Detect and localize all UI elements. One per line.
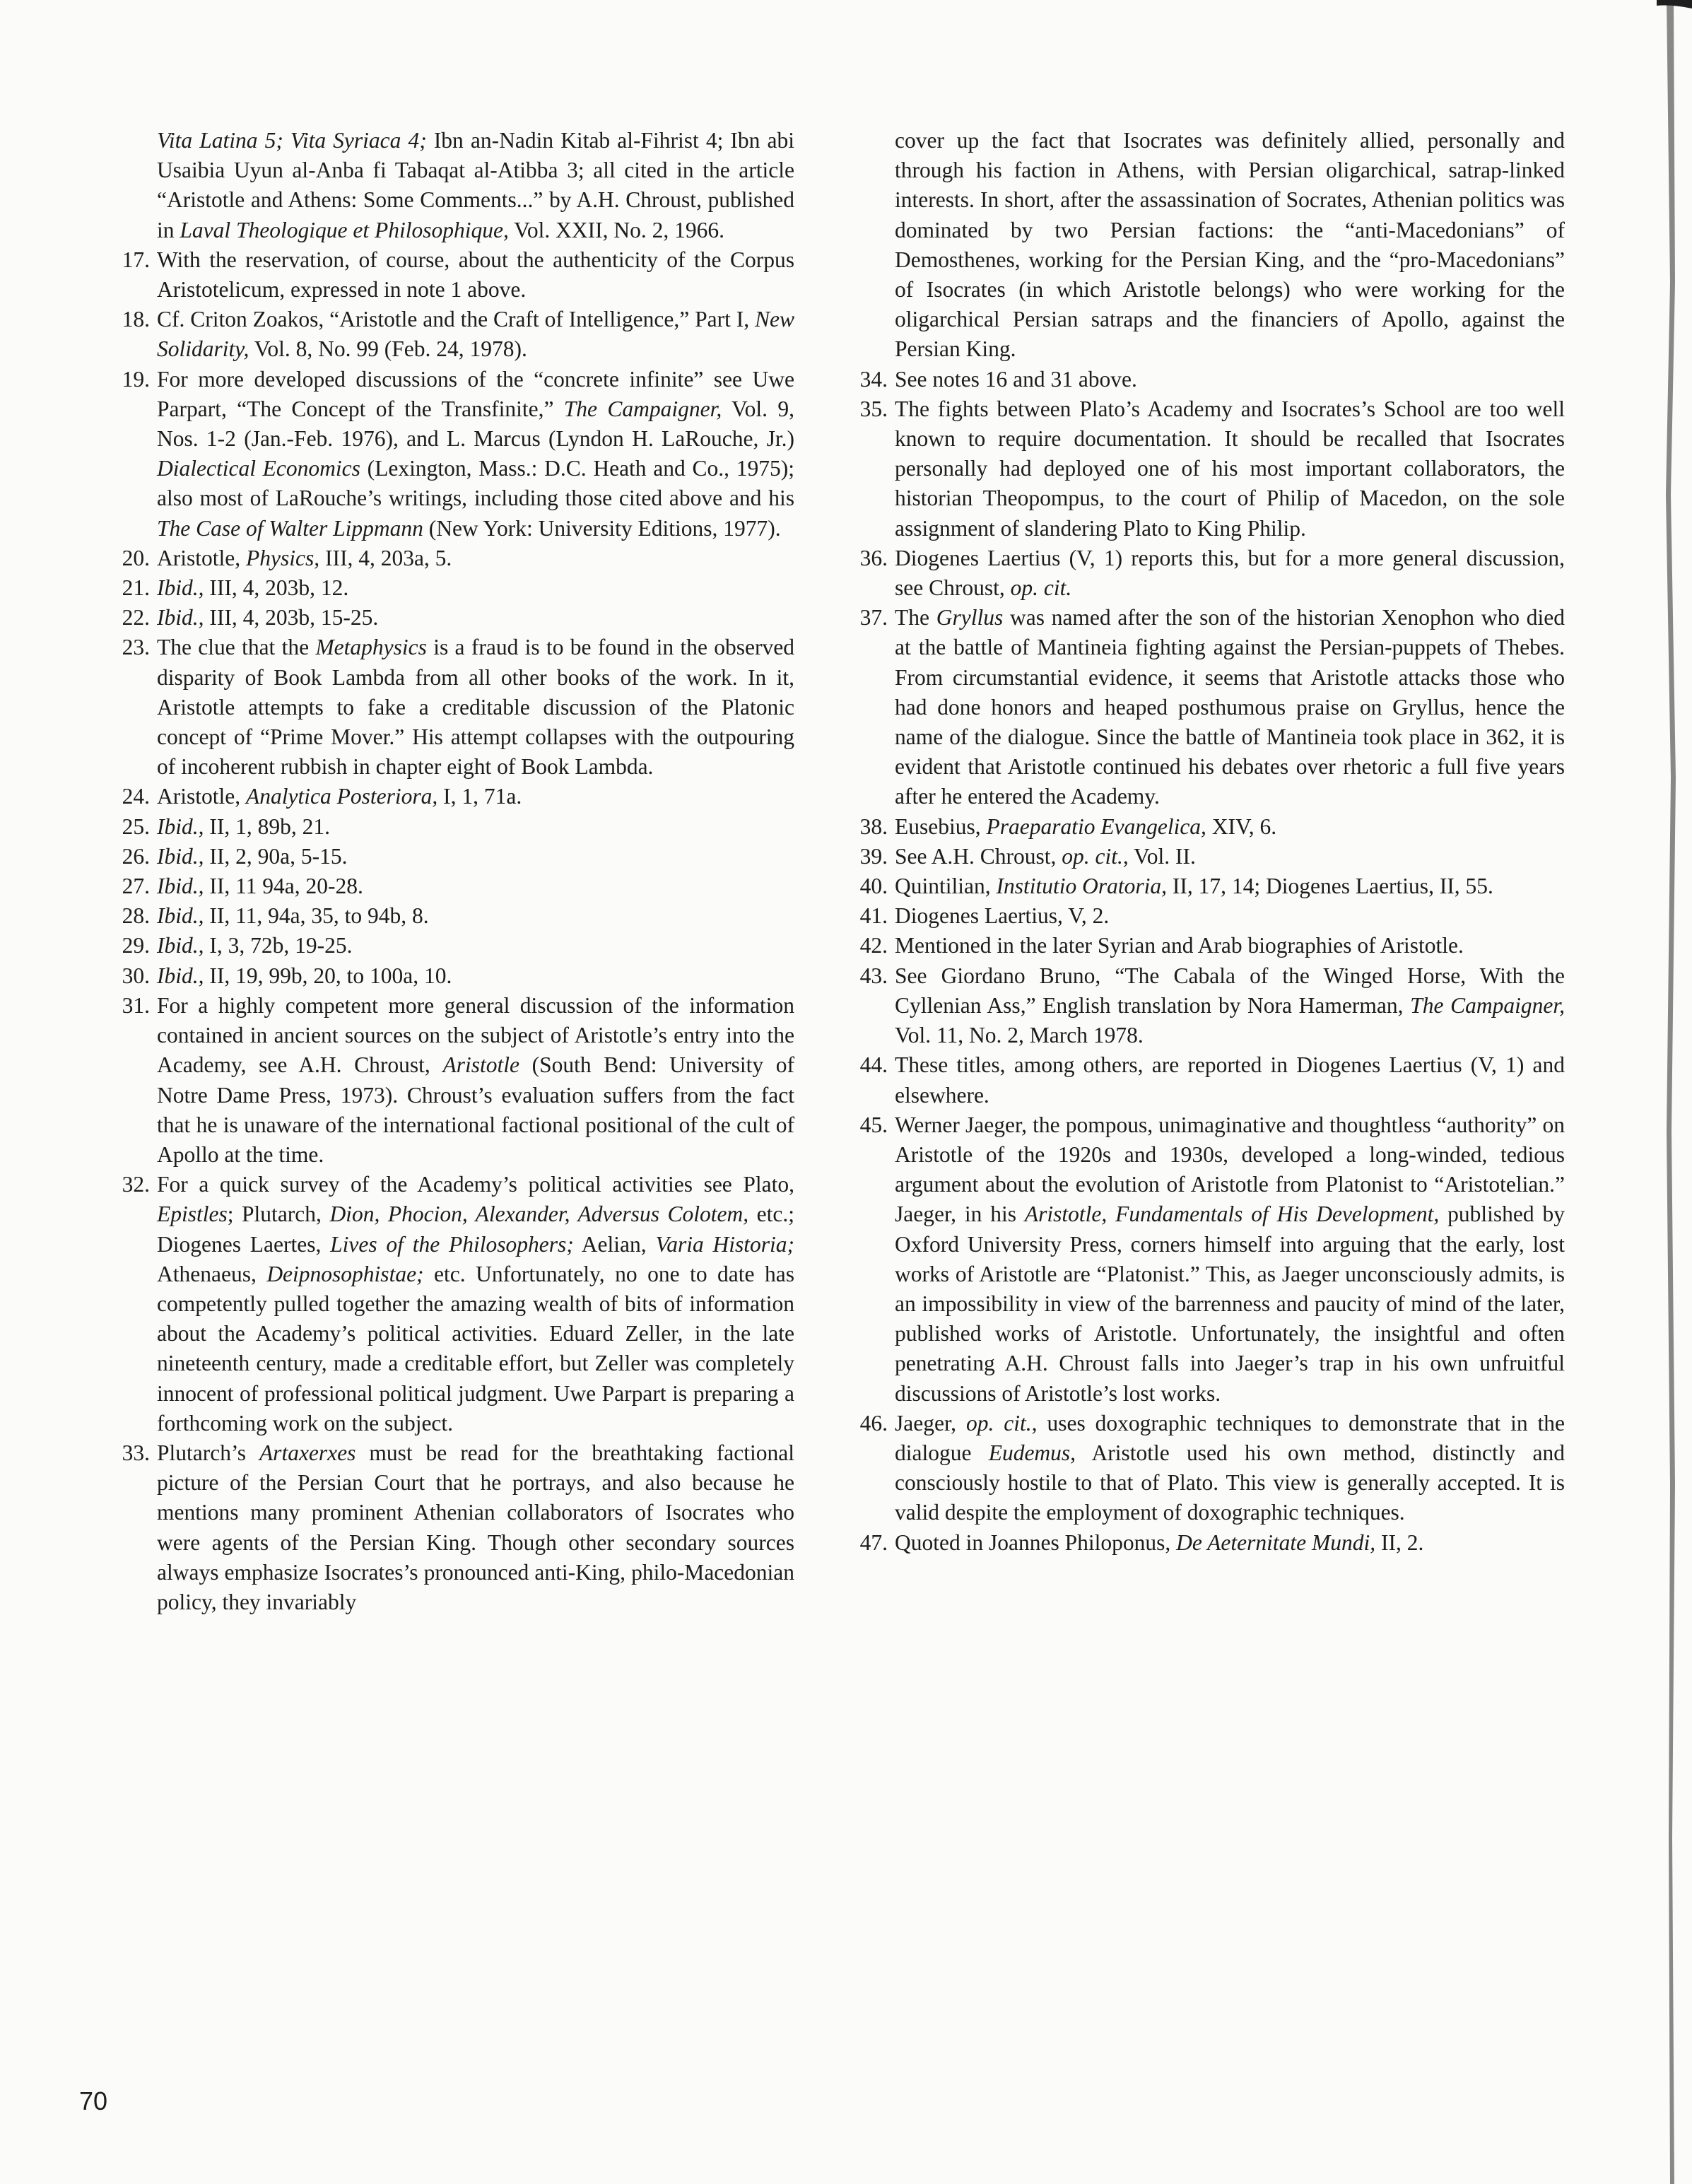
endnote-text: With the reservation, of course, about the authenticity of the Corpus Aristotelicum, expressed in note 1 above. [157, 247, 794, 303]
endnote-text: Plutarch’s Artaxerxes must be read for the breathtaking factional picture of the Persian Court that he portrays, and also because he mentions many prominent Athenian collaborators of Isocrates who were agents of the Persian King. Though other secondary sources always emphasize Isocrates’s pronounced anti-King, philo-Macedonian policy, they invariably [157, 1440, 794, 1614]
endnote-number: 21. [122, 575, 150, 601]
endnote-text: See Giordano Bruno, “The Cabala of the Winged Horse, With the Cyllenian Ass,” English translation by Nora Hamerman, The Campaigner, Vol. 11, No. 2, March 1978. [895, 963, 1565, 1048]
endnote-number: 22. [122, 605, 150, 630]
endnote [859, 1528, 1565, 1558]
page-edge-shadow [1643, 0, 1692, 2184]
endnote [122, 901, 794, 931]
endnote-number: 47. [859, 1530, 888, 1555]
endnote-number: 34. [859, 366, 888, 392]
endnote-number: 19. [122, 366, 150, 392]
endnote-text: For more developed discussions of the “concrete infinite” see Uwe Parpart, “The Concept of the Transfinite,” The Campaigner, Vol. 9, Nos. 1-2 (Jan.-Feb. 1976), and L. Marcus (Lyndon H. LaRouche, Jr.) Dialectical Economics (Lexington, Mass.: D.C. Heath and Co., 1975); also most of LaRouche’s writings, including those cited above and his The Case of Walter Lippmann (New York: University Editions, 1977). [157, 366, 794, 541]
endnote-text: Werner Jaeger, the pompous, unimaginative and thoughtless “authority” on Aristotle of the 1920s and 1930s, developed a long-winded, tedious argument about the evolution of Aristotle from Platonist to “Aristotelian.” Jaeger, in his Aristotle, Fundamentals of His Development, published by Oxford University Press, corners himself into arguing that the early, lost works of Aristotle are “Platonist.” This, as Jaeger unconsciously admits, is an impossibility in view of the barrenness and paucity of mind of the later, published works of Aristotle. Unfortunately, the insightful and often penetrating A.H. Chroust falls into Jaeger’s trap in his own unfruitful discussions of Aristotle’s lost works. [895, 1112, 1565, 1406]
endnote-number: 45. [859, 1112, 888, 1137]
endnote-number: 26. [122, 843, 150, 869]
endnote-text: Mentioned in the later Syrian and Arab biographies of Aristotle. [895, 933, 1464, 958]
page-number: 70 [79, 2086, 108, 2115]
endnote [859, 544, 1565, 603]
endnote-text: See A.H. Chroust, op. cit., Vol. II. [895, 843, 1196, 869]
endnote-number: 43. [859, 963, 888, 988]
endnote-text: The fights between Plato’s Academy and Isocrates’s School are too well known to require documentation. It should be recalled that Isocrates personally had deployed one of his most important collaborators, the historian Theopompus, to the court of Philip of Macedon, on the sole assignment of slandering Plato to King Philip. [895, 396, 1565, 541]
endnote [122, 1170, 795, 1438]
endnote-text: Vita Latina 5; Vita Syriaca 4; Ibn an-Nadin Kitab al-Fihrist 4; Ibn abi Usaibia Uyun al-Anba fi Tabaqat al-Atibba 3; all cited in the article “Aristotle and Athens: Some Comments...” by A.H. Chroust, published in Laval Theologique et Philosophique, Vol. XXII, No. 2, 1966. [157, 128, 794, 242]
endnote-number: 35. [859, 396, 888, 421]
endnote [859, 961, 1565, 1051]
endnote [122, 633, 794, 782]
endnote-number: 38. [859, 814, 888, 839]
endnote-number: 29. [122, 933, 150, 958]
endnote-text: Aristotle, Analytica Posteriora, I, 1, 71a. [157, 784, 522, 809]
endnote-text: Diogenes Laertius (V, 1) reports this, but for a more general discussion, see Chroust, op. cit. [895, 545, 1565, 601]
endnote [122, 1438, 794, 1617]
endnote-text: Diogenes Laertius, V, 2. [895, 903, 1110, 929]
endnote-text: Ibid., II, 19, 99b, 20, to 100a, 10. [157, 963, 452, 988]
endnote-text: Ibid., II, 1, 89b, 21. [157, 814, 330, 839]
endnote-number: 28. [122, 903, 150, 929]
endnote [122, 603, 794, 633]
endnote-text: The clue that the Metaphysics is a fraud is to be found in the observed disparity of Book Lambda from all other books of the work. In it, Aristotle attempts to fake a creditable discussion of the Platonic concept of “Prime Mover.” His attempt collapses with the outpouring of incoherent rubbish in chapter eight of Book Lambda. [157, 635, 794, 780]
endnote-text: The Gryllus was named after the son of the historian Xenophon who died at the battle of Mantineia fighting against the Persian-puppets of Thebes. From circumstantial evidence, it seems that Aristotle attacks those who had done honors and heaped posthumous praise on Gryllus, hence the name of the dialogue. Since the battle of Mantineia took place in 362, it is evident that Aristotle continued his debates over rhetoric a full five years after he entered the Academy. [895, 605, 1565, 809]
endnote [122, 871, 794, 901]
endnote-number: 36. [859, 545, 888, 570]
endnote-text: Ibid., II, 11, 94a, 35, to 94b, 8. [157, 903, 429, 929]
endnote [859, 842, 1565, 871]
endnote [122, 812, 794, 842]
endnote-text: Ibid., II, 2, 90a, 5-15. [157, 843, 348, 869]
endnote [122, 245, 794, 305]
endnote-number: 40. [859, 874, 888, 899]
endnote-number: 31. [122, 992, 150, 1018]
endnote-number: 32. [122, 1172, 150, 1197]
endnote-number: 23. [122, 635, 150, 660]
endnote-number: 39. [859, 843, 888, 869]
endnote [859, 1050, 1565, 1110]
endnote [122, 931, 794, 961]
endnote-text: Cf. Criton Zoakos, “Aristotle and the Craft of Intelligence,” Part I, New Solidarity, Vol. 8, No. 99 (Feb. 24, 1978). [157, 307, 794, 362]
endnote [122, 305, 794, 364]
endnote [122, 842, 794, 871]
endnote-text: For a highly competent more general discussion of the information contained in ancient sources on the subject of Aristotle’s entry into the Academy, see A.H. Chroust, Aristotle (South Bend: University of Notre Dame Press, 1973). Chroust’s evaluation suffers from the fact that he is unaware of the international factional positional of the cult of Apollo at the time. [157, 992, 794, 1167]
endnote-number: 46. [859, 1410, 888, 1436]
endnote-text: Ibid., III, 4, 203b, 15-25. [157, 605, 379, 630]
endnote [122, 782, 794, 811]
endnote-number: 18. [122, 307, 150, 332]
endnote-number: 17. [122, 247, 150, 272]
endnote [859, 603, 1565, 811]
endnote-text: See notes 16 and 31 above. [895, 366, 1137, 392]
endnote [859, 1409, 1565, 1528]
endnote [122, 365, 794, 544]
endnote [157, 126, 794, 245]
endnote-text: These titles, among others, are reported in Diogenes Laertius (V, 1) and elsewhere. [895, 1052, 1565, 1108]
endnote [859, 871, 1565, 901]
endnote [895, 126, 1565, 365]
endnote-text: Ibid., III, 4, 203b, 12. [157, 575, 349, 601]
endnote-number: 42. [859, 933, 888, 958]
endnote [859, 931, 1565, 961]
endnote-text: Quoted in Joannes Philoponus, De Aeternitate Mundi, II, 2. [895, 1530, 1424, 1555]
endnote [122, 991, 794, 1170]
endnote-text: cover up the fact that Isocrates was definitely allied, personally and through his faction in Athens, with Persian oligarchical, satrap-linked interests. In short, after the assassination of Socrates, Athenian politics was dominated by two Persian factions: the “anti-Macedonians” of Demosthenes, working for the Persian King, and the “pro-Macedonians” of Isocrates (in which Aristotle belongs) who were working for the oligarchical Persian satraps and the financiers of Apollo, against the Persian King. [895, 128, 1565, 362]
endnote-text: Ibid., II, 11 94a, 20-28. [157, 874, 363, 899]
right-column [859, 126, 1565, 1558]
endnote-number: 33. [122, 1440, 150, 1465]
endnote [859, 394, 1565, 544]
endnote-number: 24. [122, 784, 150, 809]
endnote-number: 20. [122, 545, 150, 570]
endnote-text: Ibid., I, 3, 72b, 19-25. [157, 933, 353, 958]
endnote [859, 901, 1565, 931]
endnote-number: 25. [122, 814, 150, 839]
endnote-number: 44. [859, 1052, 888, 1078]
endnote-text: For a quick survey of the Academy’s political activities see Plato, Epistles; Plutarch, Dion, Phocion, Alexander, Adversus Colotem, etc.; Diogenes Laertes, Lives of the Philosophers; Aelian, Varia Historia; Athenaeus, Deipnosophistae; etc. Unfortunately, no one to date has competently pulled together the amazing wealth of bits of information about the Academy’s political activities. Eduard Zeller, in the late nineteenth century, made a creditable effort, but Zeller was completely innocent of professional political judgment. Uwe Parpart is preparing a forthcoming work on the subject. [157, 1172, 795, 1436]
endnote [122, 544, 794, 573]
endnote-number: 30. [122, 963, 150, 988]
endnote-number: 41. [859, 903, 888, 929]
endnote-text: Eusebius, Praeparatio Evangelica, XIV, 6. [895, 814, 1277, 839]
endnote [859, 365, 1565, 394]
endnote-text: Quintilian, Institutio Oratoria, II, 17, 14; Diogenes Laertius, II, 55. [895, 874, 1493, 899]
endnote [122, 573, 794, 603]
endnote-text: Jaeger, op. cit., uses doxographic techniques to demonstrate that in the dialogue Eudemus, Aristotle used his own method, distinctly and consciously hostile to that of Plato. This view is generally accepted. It is valid despite the employment of doxographic techniques. [895, 1410, 1565, 1525]
left-column [122, 126, 795, 1617]
endnote-number: 27. [122, 874, 150, 899]
endnote [859, 812, 1565, 842]
endnote [859, 1110, 1565, 1409]
endnote [122, 961, 794, 991]
endnote-text: Aristotle, Physics, III, 4, 203a, 5. [157, 545, 452, 570]
endnote-number: 37. [859, 605, 888, 630]
